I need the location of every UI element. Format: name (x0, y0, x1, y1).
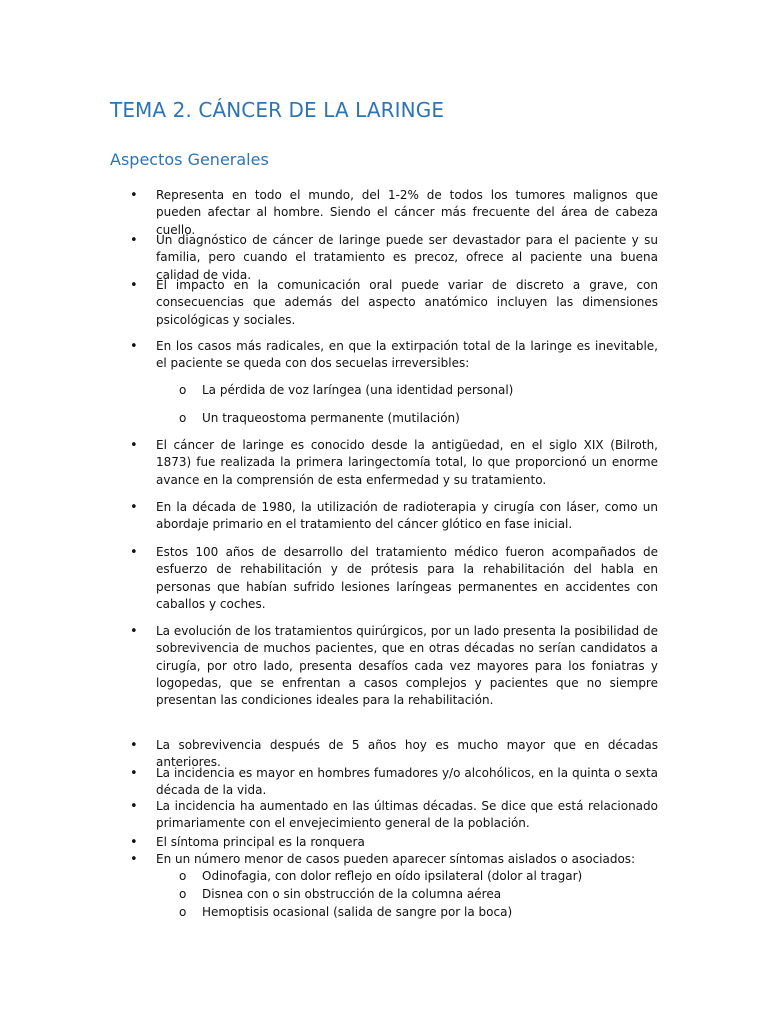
list-item (130, 623, 658, 709)
bullet-icon: • (130, 500, 138, 515)
sub-item-text: Un traqueostoma permanente (mutilación) (202, 411, 460, 425)
bullet-icon: • (130, 188, 138, 203)
section-heading: Aspectos Generales (110, 150, 269, 169)
paragraph-text: Un diagnóstico de cáncer de laringe puede ser devastador para el paciente y su familia, pero cuando el tratamiento es precoz, ofrece al paciente una buena calidad de vida. (156, 233, 658, 282)
sub-bullet-icon: o (179, 411, 187, 425)
bullet-icon: • (130, 835, 138, 850)
bullet-icon: • (130, 624, 138, 639)
list-item (130, 834, 658, 851)
paragraph-text: La incidencia es mayor en hombres fumadores y/o alcohólicos, en la quinta o sexta década de la vida. (156, 766, 658, 798)
sub-bullet-icon: o (179, 887, 187, 901)
bullet-icon: • (130, 438, 138, 453)
list-item (130, 851, 658, 868)
paragraph-text: La incidencia ha aumentado en las últimas décadas. Se dice que está relacionado primariamente con el envejecimiento general de la población. (156, 799, 658, 831)
sub-list-item (130, 868, 658, 885)
sub-list-item (130, 904, 658, 921)
bullet-icon: • (130, 738, 138, 753)
paragraph-text: Representa en todo el mundo, del 1-2% de todos los tumores malignos que pueden afectar al hombre. Siendo el cáncer más frecuente del área de cabeza cuello. (156, 188, 658, 237)
sub-item-text: Odinofagia, con dolor reflejo en oído ipsilateral (dolor al tragar) (202, 869, 583, 883)
paragraph-text: En un número menor de casos pueden aparecer síntomas aislados o asociados: (156, 852, 636, 866)
document-title: TEMA 2. CÁNCER DE LA LARINGE (110, 98, 445, 122)
list-item (130, 277, 658, 329)
paragraph-text: Estos 100 años de desarrollo del tratamiento médico fueron acompañados de esfuerzo de rehabilitación y de prótesis para la rehabilitación del habla en personas que habían sufrido lesiones laríngeas permanentes en accidentes con caballos y coches. (156, 545, 658, 611)
bullet-icon: • (130, 545, 138, 560)
bullet-icon: • (130, 799, 138, 814)
bullet-icon: • (130, 852, 138, 867)
list-item (130, 765, 658, 800)
sub-bullet-icon: o (179, 869, 187, 883)
sub-item-text: Disnea con o sin obstrucción de la columna aérea (202, 887, 502, 901)
bullet-icon: • (130, 766, 138, 781)
paragraph-text: En la década de 1980, la utilización de radioterapia y cirugía con láser, como un abordaje primario en el tratamiento del cáncer glótico en fase inicial. (156, 500, 658, 532)
paragraph-text: El impacto en la comunicación oral puede variar de discreto a grave, con consecuencias que además del aspecto anatómico incluyen las dimensiones psicológicas y sociales. (156, 278, 658, 327)
paragraph-text: En los casos más radicales, en que la extirpación total de la laringe es inevitable, el paciente se queda con dos secuelas irreversibles: (156, 339, 658, 371)
list-item (130, 338, 658, 373)
paragraph-text: La sobrevivencia después de 5 años hoy es mucho mayor que en décadas anteriores. (156, 738, 658, 770)
bullet-icon: • (130, 339, 138, 354)
list-item (130, 798, 658, 833)
list-item (130, 544, 658, 613)
sub-item-text: La pérdida de voz laríngea (una identidad personal) (202, 383, 514, 397)
paragraph-text: El cáncer de laringe es conocido desde la antigüedad, en el siglo XIX (Bilroth, 1873) fue realizada la primera laringectomía total, lo que proporcionó un enorme avance en la comprensión de esta enfermedad y su tratamiento. (156, 438, 658, 487)
sub-item-text: Hemoptisis ocasional (salida de sangre por la boca) (202, 905, 513, 919)
sub-bullet-icon: o (179, 383, 187, 397)
sub-list-item (130, 410, 658, 427)
list-item (130, 437, 658, 489)
sub-list-item (130, 382, 658, 399)
list-item (130, 499, 658, 534)
paragraph-text: El síntoma principal es la ronquera (156, 835, 365, 849)
bullet-icon: • (130, 233, 138, 248)
sub-list-item (130, 886, 658, 903)
sub-bullet-icon: o (179, 905, 187, 919)
bullet-icon: • (130, 278, 138, 293)
paragraph-text: La evolución de los tratamientos quirúrgicos, por un lado presenta la posibilidad de sobrevivencia de muchos pacientes, que en otras décadas no serían candidatos a cirugía, por otro lado, presenta desafíos cada vez mayores para los foniatras y logopedas, que se enfrentan a casos complejos y pacientes que no siempre presentan las condiciones ideales para la rehabilitación. (156, 624, 658, 708)
